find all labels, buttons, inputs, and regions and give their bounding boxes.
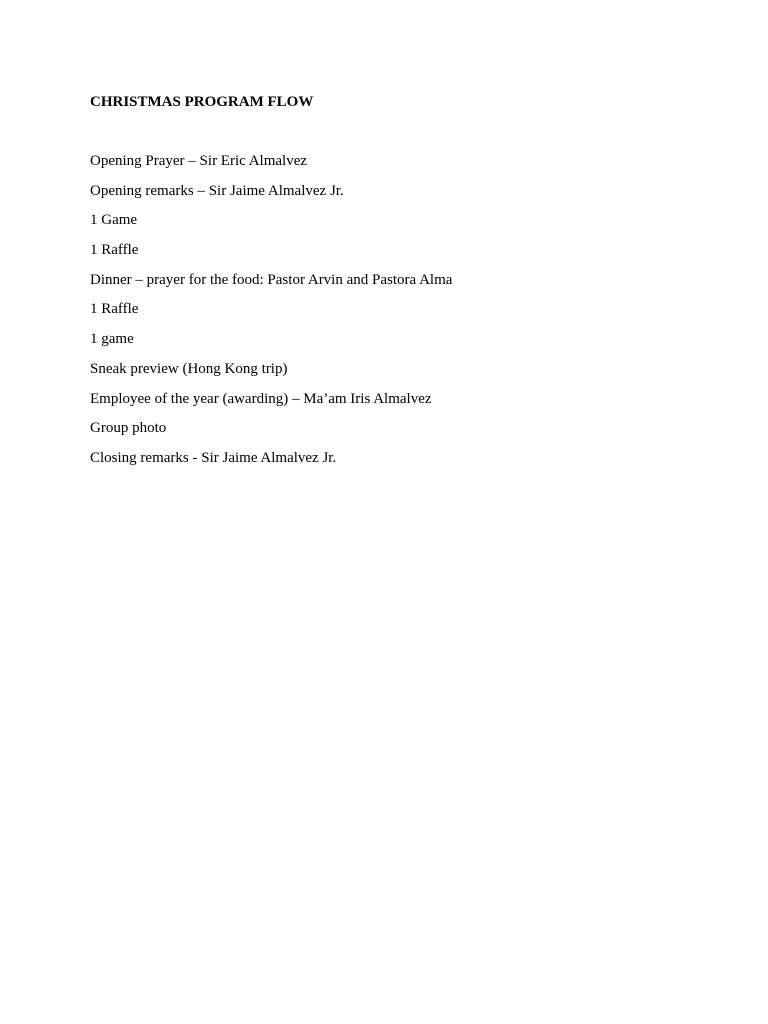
program-item-opening-remarks: Opening remarks – Sir Jaime Almalvez Jr. [90, 182, 344, 199]
program-item-dinner: Dinner – prayer for the food: Pastor Arvin and Pastora Alma [90, 271, 453, 288]
document-title: CHRISTMAS PROGRAM FLOW [90, 94, 314, 110]
program-item-raffle-2: 1 Raffle [90, 301, 139, 318]
program-item-closing-remarks: Closing remarks - Sir Jaime Almalvez Jr. [90, 449, 337, 466]
program-item-sneak-preview: Sneak preview (Hong Kong trip) [90, 360, 288, 377]
program-item-employee-of-the-year: Employee of the year (awarding) – Ma’am Iris Almalvez [90, 390, 432, 407]
program-item-game-2: 1 game [90, 331, 134, 348]
program-item-raffle-1: 1 Raffle [90, 242, 139, 259]
program-item-opening-prayer: Opening Prayer – Sir Eric Almalvez [90, 153, 308, 169]
program-list [90, 151, 452, 478]
program-item-game-1: 1 Game [90, 212, 138, 229]
program-item-group-photo: Group photo [90, 420, 167, 437]
